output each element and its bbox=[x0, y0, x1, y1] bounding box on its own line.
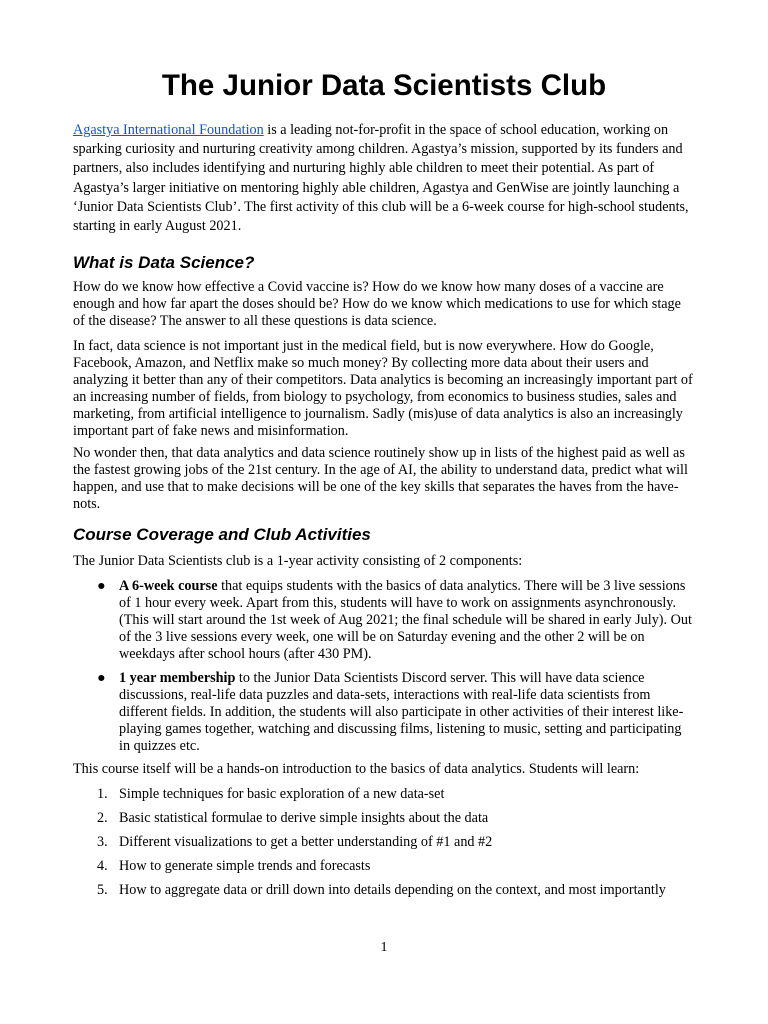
list-item-text: Basic statistical formulae to derive simple insights about the data bbox=[119, 810, 489, 826]
list-item bbox=[73, 810, 695, 827]
course-lead-paragraph: The Junior Data Scientists club is a 1-year activity consisting of 2 components: bbox=[73, 553, 523, 569]
list-item bbox=[73, 834, 695, 851]
intro-paragraph bbox=[73, 121, 695, 236]
page-number: 1 bbox=[380, 940, 388, 955]
list-number: 1. bbox=[97, 786, 108, 802]
section-heading-course-coverage: Course Coverage and Club Activities bbox=[73, 525, 371, 544]
page-title: The Junior Data Scientists Club bbox=[161, 69, 607, 102]
list-item-bold: 1 year membership bbox=[119, 670, 236, 686]
list-item bbox=[73, 882, 695, 899]
bullet-icon: ● bbox=[97, 670, 106, 686]
data-science-paragraph-1: How do we know how effective a Covid vaccine is? How do we know how many doses of a vaccine are enough and how far apart the doses should be? How do we know which medications to use for which stage of the disease? The answer to all these questions is data science. bbox=[73, 279, 681, 329]
list-item-text: Different visualizations to get a better understanding of #1 and #2 bbox=[119, 834, 493, 850]
list-item-text: Simple techniques for basic exploration of a new data-set bbox=[119, 786, 445, 802]
bullet-icon: ● bbox=[97, 578, 106, 594]
list-number: 4. bbox=[97, 858, 108, 874]
section-heading-data-science: What is Data Science? bbox=[73, 253, 255, 272]
list-item bbox=[73, 670, 695, 755]
list-item-bold: A 6-week course bbox=[119, 578, 218, 594]
list-item bbox=[73, 786, 695, 803]
learn-lead-paragraph: This course itself will be a hands-on introduction to the basics of data analytics. Students will learn: bbox=[73, 761, 640, 777]
list-number: 3. bbox=[97, 834, 108, 850]
list-item-text: to the Junior Data Scientists Discord server. This will have data science discussions, real-life data puzzles and data-sets, interactions with real-life data scientists from different fields. In addition, the students will also participate in other activities of their interest like- playing games together, watching and discussing films, listening to music, setting and participating in quizzes etc. bbox=[119, 670, 684, 754]
list-item bbox=[73, 858, 695, 875]
list-item-text: that equips students with the basics of data analytics. There will be 3 live sessions of 1 hour every week. Apart from this, students will have to work on assignments asynchronously. (This will start around the 1st week of Aug 2021; the final schedule will be shared in early July). Out of the 3 live sessions every week, one will be on Saturday evening and the other 2 will be on weekdays after school hours (after 430 PM). bbox=[119, 578, 692, 662]
list-number: 2. bbox=[97, 810, 108, 826]
components-list bbox=[73, 578, 695, 762]
list-item-text: How to aggregate data or drill down into details depending on the context, and most importantly bbox=[119, 882, 666, 898]
data-science-paragraph-3: No wonder then, that data analytics and data science routinely show up in lists of the highest paid as well as the fastest growing jobs of the 21st century. In the age of AI, the ability to understand data, predict what will happen, and use that to make decisions will be one of the key skills that separates the haves from the have-nots. bbox=[73, 445, 688, 512]
list-item-text: How to generate simple trends and forecasts bbox=[119, 858, 371, 874]
data-science-paragraph-2: In fact, data science is not important just in the medical field, but is now everywhere. How do Google, Facebook, Amazon, and Netflix make so much money? By collecting more data about their users and analyzing it better than any of their competitors. Data analytics is becoming an increasingly important part of an increasing number of fields, from biology to psychology, from economics to business studies, sales and marketing, from artificial intelligence to journalism. Sadly (mis)use of data analytics is also an increasingly important part of fake news and misinformation. bbox=[73, 338, 693, 439]
list-number: 5. bbox=[97, 882, 108, 898]
intro-text: is a leading not-for-profit in the space of school education, working on sparking curiosity and nurturing creativity among children. Agastya’s mission, supported by its funders and partners, also includes identifying and nurturing highly able children to meet their potential. As part of Agastya’s larger initiative on mentoring highly able children, Agastya and GenWise are jointly launching a ‘Junior Data Scientists Club’. The first activity of this club will be a 6-week course for high-school students, starting in early August 2021. bbox=[73, 122, 689, 235]
agastya-foundation-link[interactable]: Agastya International Foundation bbox=[73, 122, 264, 138]
list-item bbox=[73, 578, 695, 663]
learning-outcomes-list bbox=[73, 786, 695, 906]
